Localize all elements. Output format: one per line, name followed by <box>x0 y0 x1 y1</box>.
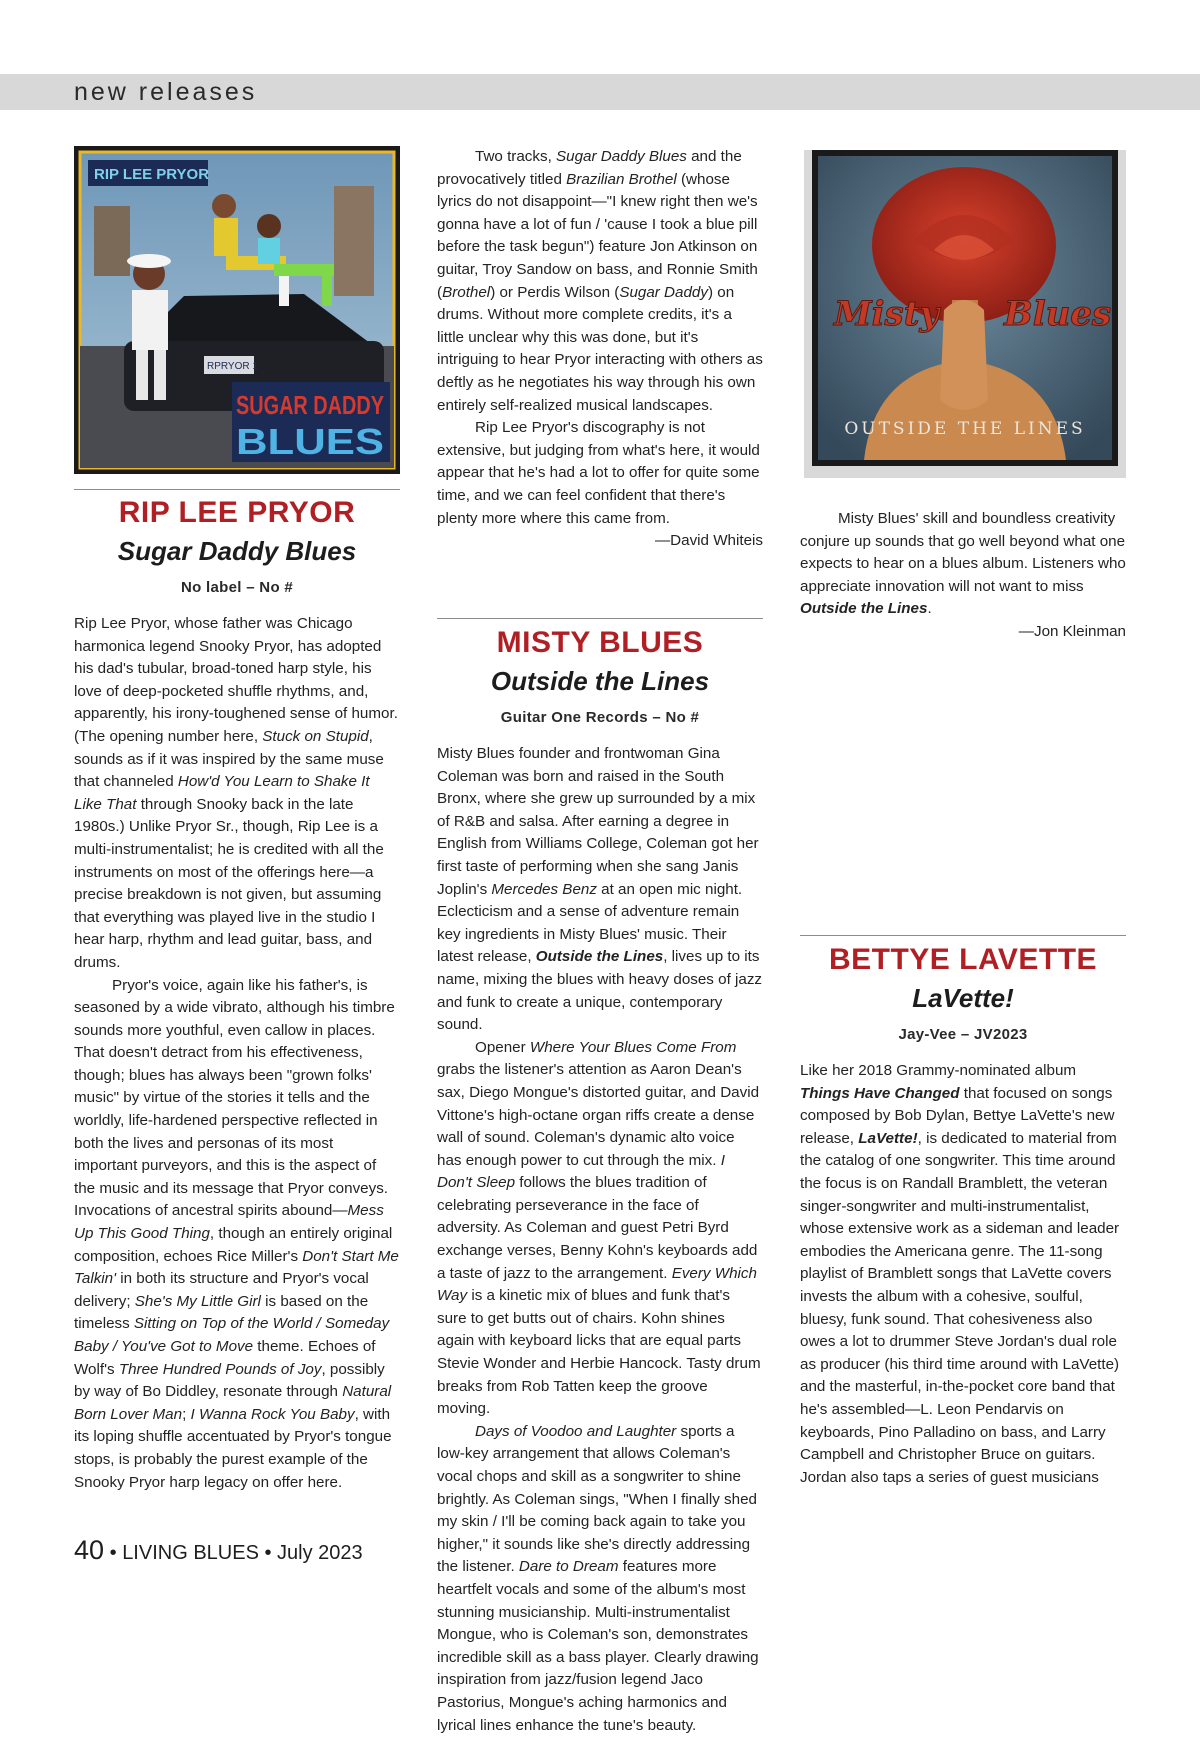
section-title: new releases <box>74 78 258 106</box>
paragraph: Days of Voodoo and Laughter sports a low-key arrangement that allows Coleman's vocal chops and skill as a songwriter to shine brightly. As Coleman sings, "When I finally shed my skin / I'll be coming back again to take you higher," it sounds like she's directly addressing the listener. Dare to Dream features more heartfelt vocals and some of the album's most stunning musicianship. Multi-instrumentalist Mongue, who is Coleman's son, demonstrates incredible skill as a bass player. Clearly drawing inspiration from jazz/fusion legend Jaco Pastorius, Mongue's aching harmonics and lyrical lines enhance the tune's beauty. <box>437 1422 759 1734</box>
paragraph: Like her 2018 Grammy-nominated album Things Have Changed that focused on songs composed by Bob Dylan, Bettye LaVette's new release, LaVette!, is dedicated to material from the catalog of one songwriter. This time around the focus is on Randall Bramblett, the veteran singer-songwriter and multi-instrumentalist, whose extensive work as a sideman and leader embodies the Americana genre. The 11-song playlist of Bramblett songs that LaVette covers invests the album with a cohesive, soulful, bluesy, funk sound. That cohesiveness also owes a lot to drummer Steve Jordan's dual role as producer (his third time around with LaVette) and the masterful, in-the-pocket core band that he's assembled—L. Leon Pendarvis on keyboards, Pino Palladino on bass, and Larry Campbell and Christopher Bruce on guitars. Jordan also taps a series of guest musicians <box>800 1062 1120 1486</box>
paragraph: Rip Lee Pryor, whose father was Chicago harmonica legend Snooky Pryor, has adopted his dad's tubular, broad-toned harp style, his love of deep-pocketed shuffle rhythms, and, apparently, his irony-toughened sense of humor. (The opening number here, Stuck on Stupid, sounds as if it was inspired by the same muse that channeled How'd You Learn to Shake It Like That through Snooky back in the late 1980s.) Unlike Pryor Sr., though, Rip Lee is a multi-instrumentalist; he is credited with all the instruments on most of the offerings here—a precise breakdown is not given, but assuming that everything was played live in the studio I hear harp, rhythm and lead guitar, bass, and drums. <box>74 615 398 971</box>
reviewer-signature: —David Whiteis <box>654 532 763 550</box>
reviewer-signature: —Jon Kleinman <box>1018 622 1126 640</box>
artist-name: MISTY BLUES <box>496 626 704 659</box>
cover-title-line1: SUGAR DADDY <box>236 390 384 420</box>
review-rip-lee-pryor <box>74 496 400 1494</box>
paragraph: Misty Blues founder and frontwoman Gina Coleman was born and raised in the South Bronx, where she grew up surrounded by a mix of R&B and salsa. After earning a degree in English from Williams College, Coleman got her first taste of performing when she sang Janis Joplin's Mercedes Benz at an open mic night. Eclecticism and a sense of adventure remain key ingredients in Misty Blues' music. Their latest release, Outside the Lines, lives up to its name, mixing the blues with heavy doses of jazz and funk to create a unique, contemporary sound. <box>437 745 763 1034</box>
page-footer <box>74 1535 363 1566</box>
cover-band-word1: Misty <box>834 294 940 334</box>
page-number: 40 <box>74 1535 105 1565</box>
paragraph: Rip Lee Pryor's discography is not extensive, but judging from what's here, it would appear that he's had a lot to offer for quite some time, and we can feel confident that there's plenty more where this came from. <box>437 419 760 527</box>
divider <box>74 489 400 490</box>
magazine-name: LIVING BLUES <box>122 1542 259 1564</box>
cover-title-line2: BLUES <box>236 421 384 462</box>
artist-name: BETTYE LAVETTE <box>828 943 1098 976</box>
review-rip-lee-pryor-continued <box>437 146 763 553</box>
cover-album-text: OUTSIDE THE LINES <box>844 419 1086 439</box>
review-misty-blues <box>437 626 763 1737</box>
album-title: LaVette! <box>912 983 1014 1013</box>
album-title: Outside the Lines <box>490 666 710 696</box>
album-title: Sugar Daddy Blues <box>117 536 357 566</box>
footer-bullet: • <box>264 1542 272 1564</box>
review-bettye-lavette <box>800 943 1126 1489</box>
cover-band-word2: Blues <box>1004 294 1112 334</box>
review-body <box>800 1060 1126 1489</box>
cover-artist-text: RIP LEE PRYOR <box>94 166 210 183</box>
album-cover-outside-the-lines <box>804 150 1126 478</box>
divider <box>437 618 763 619</box>
paragraph: Misty Blues' skill and boundless creativity conjure up sounds that go well beyond what one expects to hear on a blues album. Listeners who appreciate innovation will not want to miss Outside the Lines. <box>800 510 1126 618</box>
issue-date: July 2023 <box>277 1542 363 1564</box>
review-body <box>437 743 763 1737</box>
record-label: Guitar One Records – No # <box>500 709 700 726</box>
cover-plate-text: RPRYOR 1 <box>207 361 258 372</box>
record-label: No label – No # <box>180 579 294 596</box>
section-header-bar <box>0 74 1200 110</box>
paragraph: Opener Where Your Blues Come From grabs the listener's attention as Aaron Dean's sax, Diego Mongue's distorted guitar, and David Vittone's high-octane organ riffs create a dense wall of sound. Coleman's dynamic alto voice has enough power to cut through the mix. I Don't Sleep follows the blues tradition of celebrating perseverance in the face of adversity. As Coleman and guest Petri Byrd exchange verses, Benny Kohn's keyboards add a taste of jazz to the arrangement. Every Which Way is a kinetic mix of blues and funk that's sure to get butts out of chairs. Kohn shines again with keyboard licks that are equal parts Stevie Wonder and Herbie Hancock. Tasty drum breaks from Rob Tatten keep the groove moving. <box>437 1038 761 1418</box>
review-body <box>74 613 400 1494</box>
divider <box>800 935 1126 936</box>
record-label: Jay-Vee – JV2023 <box>898 1026 1028 1043</box>
paragraph: Two tracks, Sugar Daddy Blues and the provocatively titled Brazilian Brothel (whose lyrics do not disappoint—"I knew right then we's gonna have a lot of fun / 'cause I took a blue pill before the task begun") feature Jon Atkinson on guitar, Troy Sandow on bass, and Ronnie Smith (Brothel) or Perdis Wilson (Sugar Daddy) on drums. Without more complete credits, it's a little unclear why this was done, but it's intriguing to hear Pryor interacting with others as deftly as he negotiates his way through his own entirely self-realized musical landscapes. <box>437 148 763 414</box>
artist-name: RIP LEE PRYOR <box>118 496 356 529</box>
review-misty-blues-continued <box>800 508 1126 644</box>
album-cover-sugar-daddy-blues <box>74 146 400 474</box>
footer-bullet: • <box>109 1542 117 1564</box>
paragraph: Pryor's voice, again like his father's, is seasoned by a wide vibrato, although his timbre sounds more youthful, even callow in places. That doesn't detract from his effectiveness, though; blues has always been "grown folks' music" by virtue of the stories it tells and the worldly, life-hardened perspective reflected in both the lives and personas of its most important purveyors, and this is the aspect of the music and its message that Pryor conveys. Invocations of ancestral spirits abound—Mess Up This Good Thing, though an entirely original composition, echoes Rice Miller's Don't Start Me Talkin' in both its structure and Pryor's vocal delivery; She's My Little Girl is based on the timeless Sitting on Top of the World / Someday Baby / You've Got to Move theme. Echoes of Wolf's Three Hundred Pounds of Joy, possibly by way of Bo Diddley, resonate through Natural Born Lover Man; I Wanna Rock You Baby, with its loping shuffle accentuated by Pryor's tongue stops, is probably the purest example of the Snooky Pryor harp legacy on offer here. <box>74 976 399 1491</box>
